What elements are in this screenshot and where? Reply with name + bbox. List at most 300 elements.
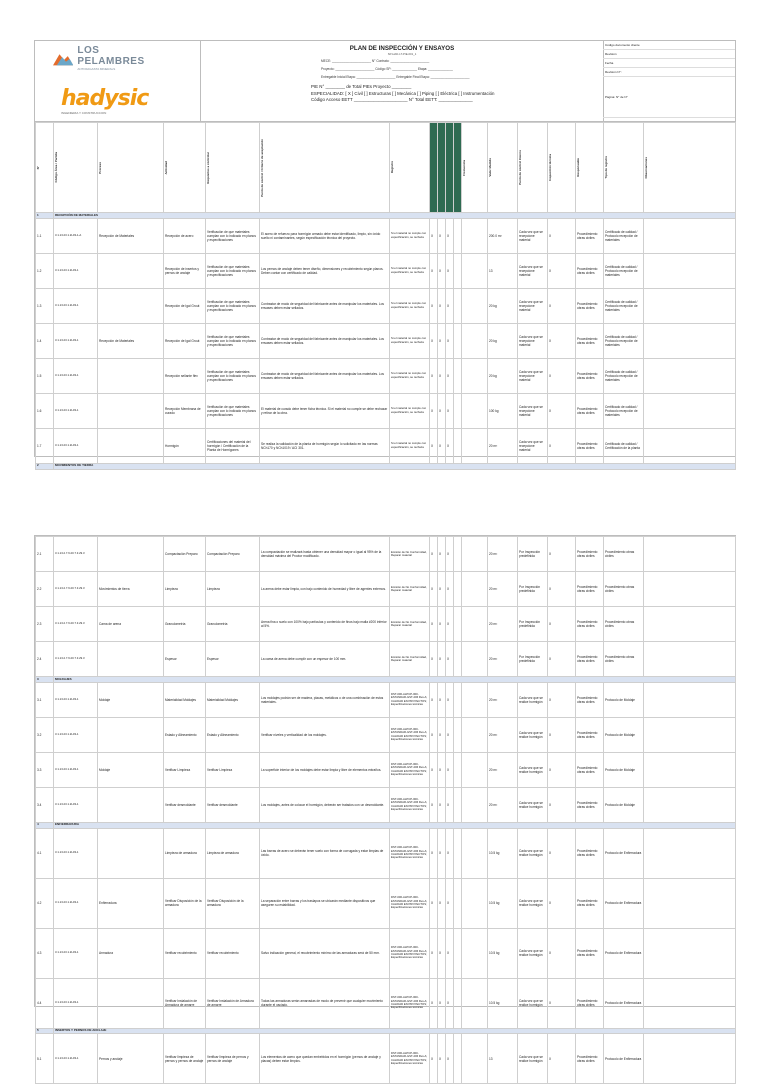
empty-cell [462, 323, 488, 358]
activity-cell: Recepción de insertos y pernos de anclaje [164, 253, 206, 288]
empty-cell [454, 752, 462, 787]
check-mark: X [548, 393, 576, 428]
reference-cell: DST-000-ALPCP-000-ESTANDAR-GST-206 Rev.A; CALIDAD EN PROYECTOS; Especificaciones técnicas [390, 828, 430, 878]
check-mark: X [446, 928, 454, 978]
area-code: 3.1.13.23.1.2L03-1 [54, 682, 98, 717]
check-mark: X [446, 323, 454, 358]
activity-cell: Limpieza [164, 572, 206, 607]
process-cell [98, 393, 164, 428]
row-number: 3.2 [36, 717, 54, 752]
empty-cell [454, 878, 462, 928]
observations-cell [644, 323, 736, 358]
area-code: 3.1.13.23.1.2L03-1 [54, 928, 98, 978]
requirement-cell: Verificar Instalación de Armadura de amarre [206, 978, 260, 1028]
check-mark: X [430, 828, 438, 878]
procedure-cell: Procedimiento obras civiles [576, 428, 604, 463]
empty-cell [454, 682, 462, 717]
quantity-cell: 13 [488, 1034, 518, 1084]
record-cell: Certificado de calidad / Protocolo recepción de materiales [604, 393, 644, 428]
section-num: 2 [36, 463, 54, 469]
procedure-cell: Procedimiento obras civiles [576, 1034, 604, 1084]
check-mark: X [548, 928, 576, 978]
check-mark: X [430, 537, 438, 572]
frequency-cell: Por Inspección predefinida [518, 572, 548, 607]
client-subname: ANTOFAGASTA MINERALS [77, 67, 116, 71]
check-mark: X [438, 428, 446, 463]
frequency-cell: Cada vez que se realice hormigón [518, 978, 548, 1028]
activity-cell: Limpieza de armadura [164, 828, 206, 878]
table-row [36, 218, 736, 253]
record-cell: Protocolo de Enfierradura [604, 978, 644, 1028]
check-mark: X [548, 218, 576, 253]
row-number: 4.3 [36, 928, 54, 978]
procedure-cell: Procedimiento obras civiles [576, 572, 604, 607]
check-mark: X [438, 572, 446, 607]
table-row [36, 253, 736, 288]
procedure-cell: Procedimiento obras civiles [576, 717, 604, 752]
check-mark: X [438, 358, 446, 393]
col-header: Requisitos a controlar [206, 123, 260, 213]
process-cell: Recepción de Materiales [98, 218, 164, 253]
col-header: Observaciones [644, 123, 736, 213]
table-row [36, 787, 736, 822]
requirement-cell: Verificación de que materiales cumplan con lo indicado en planos y especificaciones [206, 253, 260, 288]
quantity-cell: 20 m² [488, 537, 518, 572]
side-field: Revisión N°: [603, 68, 735, 77]
observations-cell [644, 218, 736, 253]
requirement-cell: Estado y Alineamiento [206, 717, 260, 752]
criteria-cell: Los moldajes podrán ser de madera, placas, metálicos o de una combinación de estos materiales. [260, 682, 390, 717]
section-name: MOVIMIENTOS DE TIERRA [54, 463, 736, 469]
check-mark: X [430, 717, 438, 752]
procedure-cell: Procedimiento obras civiles [576, 828, 604, 878]
client-name: LOS PELAMBRES [77, 45, 145, 67]
col-header-green [446, 123, 454, 213]
process-cell [98, 717, 164, 752]
frequency-cell: Cada vez que se recepcione material [518, 253, 548, 288]
check-mark: X [446, 428, 454, 463]
check-mark: X [446, 828, 454, 878]
empty-cell [462, 358, 488, 393]
empty-cell [454, 717, 462, 752]
empty-cell [462, 682, 488, 717]
quantity-cell: 10.5 kg [488, 828, 518, 878]
frequency-cell: Cada vez que se realice hormigón [518, 928, 548, 978]
procedure-cell: Procedimiento obras civiles [576, 752, 604, 787]
empty-cell [454, 828, 462, 878]
empty-cell [462, 1034, 488, 1084]
frequency-cell: Cada vez que se realice hormigón [518, 717, 548, 752]
area-code: 3.1.13.23.1.2L03-1 [54, 288, 98, 323]
criteria-cell: La compactación se realizará hasta obtener una densidad mayor o igual al 95% de la densidad máxima del Proctor modificado. [260, 537, 390, 572]
empty-cell [454, 537, 462, 572]
observations-cell [644, 878, 736, 928]
reference-cell: Emisión de No Conformidad, Reparar material [390, 607, 430, 642]
record-cell: Certificado de calidad / Protocolo recepción de materiales [604, 288, 644, 323]
criteria-cell: Contrastar de modo de seguridad del fabricante antes de manipular los materiales. Los envases deben estar sellados. [260, 288, 390, 323]
check-mark: X [446, 978, 454, 1028]
empty-cell [462, 928, 488, 978]
frequency-cell: Cada vez que se realice hormigón [518, 828, 548, 878]
procedure-cell: Procedimiento obras civiles [576, 978, 604, 1028]
procedure-cell: Procedimiento obras civiles [576, 537, 604, 572]
check-mark: X [438, 323, 446, 358]
empty-cell [454, 928, 462, 978]
requirement-cell: Limpieza [206, 572, 260, 607]
frequency-cell: Cada vez que se recepcione material [518, 288, 548, 323]
activity-cell: Recepción de Igal Grout [164, 288, 206, 323]
observations-cell [644, 642, 736, 677]
check-mark: X [446, 607, 454, 642]
row-number: 2.4 [36, 642, 54, 677]
observations-cell [644, 928, 736, 978]
quantity-cell: 20 m² [488, 642, 518, 677]
observations-cell [644, 1034, 736, 1084]
record-cell: Procedimiento obras civiles [604, 642, 644, 677]
revision-block [603, 41, 735, 121]
empty-cell [454, 253, 462, 288]
procedure-cell: Procedimiento obras civiles [576, 288, 604, 323]
requirement-cell: Espesor [206, 642, 260, 677]
requirement-cell: Verificar Limpieza [206, 752, 260, 787]
side-field: Fecha [603, 59, 735, 68]
record-cell: Certificado de calidad / Protocolo recepción de materiales [604, 253, 644, 288]
frequency-cell: Cada vez que se recepcione material [518, 428, 548, 463]
empty-cell [454, 572, 462, 607]
empty-cell [454, 607, 462, 642]
access-line: Código Acceso EETT ______________________ N° Total EETT: ______________ [311, 97, 473, 102]
col-header: N° [36, 123, 54, 213]
check-mark: X [430, 1034, 438, 1084]
check-mark: X [446, 787, 454, 822]
process-cell [98, 537, 164, 572]
table-row [36, 682, 736, 717]
area-code: 3.1.13.2.7.6.20.7.3.29.3 [54, 642, 98, 677]
col-header: Valor Medido [488, 123, 518, 213]
frequency-cell: Por Inspección predefinida [518, 537, 548, 572]
area-code: 3.1.13.23.1.2L03-1 [54, 253, 98, 288]
table-row [36, 358, 736, 393]
procedure-cell: Procedimiento obras civiles [576, 218, 604, 253]
contractor-name: hadysic [61, 86, 149, 111]
requirement-cell: Verificación de que materiales cumplan con lo indicado en planos y especificaciones [206, 288, 260, 323]
criteria-cell: Verificar niveles y verticalidad de los moldajes. [260, 717, 390, 752]
check-mark: X [446, 1034, 454, 1084]
record-cell: Procedimiento obras civiles [604, 572, 644, 607]
check-mark: X [446, 717, 454, 752]
area-code: 3.1.13.2.7.6.20.7.3.29.3 [54, 607, 98, 642]
criteria-cell: El acero de refuerzo para hormigón armado debe estar identificado, limpio, sin óxido suelto ni contaminantes, según especificación técnica del proyecto. [260, 218, 390, 253]
empty-cell [454, 393, 462, 428]
check-mark: X [446, 572, 454, 607]
document-page-2 [34, 535, 736, 1066]
table-row [36, 928, 736, 978]
area-code: 3.1.13.23.1.2L03-1-A [54, 218, 98, 253]
frequency-cell: Cada vez que se realice hormigón [518, 787, 548, 822]
requirement-cell: Verificación de que materiales cumplan con lo indicado en planos y especificaciones [206, 323, 260, 358]
check-mark: X [430, 978, 438, 1028]
activity-cell: Recepción sellante flex [164, 358, 206, 393]
procedure-cell: Procedimiento obras civiles [576, 928, 604, 978]
area-code: 3.1.13.2.7.6.20.7.3.29.3 [54, 572, 98, 607]
observations-cell [644, 288, 736, 323]
activity-cell: Materialidad Moldajes [164, 682, 206, 717]
quantity-cell: 20 m³ [488, 428, 518, 463]
criteria-cell: Se realiza la validación de la planta de hormigón según lo solicitado en las normas NCh170 y NCh1019 / ACI 301. [260, 428, 390, 463]
check-mark: X [438, 642, 446, 677]
check-mark: X [548, 607, 576, 642]
col-header: Tipo de registro [604, 123, 644, 213]
check-mark: X [548, 828, 576, 878]
frequency-cell: Por Inspección predefinida [518, 607, 548, 642]
check-mark: X [446, 682, 454, 717]
requirement-cell: Verificar limpieza de pernos y pernos de anclaje [206, 1034, 260, 1084]
record-cell: Protocolo de Moldaje [604, 787, 644, 822]
observations-cell [644, 828, 736, 878]
check-mark: X [438, 787, 446, 822]
activity-cell: Recepción de acero [164, 218, 206, 253]
client-logo [53, 45, 163, 71]
record-cell: Protocolo de Moldaje [604, 752, 644, 787]
empty-cell [454, 288, 462, 323]
criteria-cell: El material de curado debe tener ficha técnica. Si el material no cumple se debe rechazar y retirar de la obra. [260, 393, 390, 428]
process-cell [98, 428, 164, 463]
quantity-cell: 20 m² [488, 607, 518, 642]
check-mark: X [548, 572, 576, 607]
check-mark: X [430, 787, 438, 822]
area-code: 3.1.13.23.1.2L03-1 [54, 828, 98, 878]
column-header-row [36, 123, 736, 213]
process-cell [98, 288, 164, 323]
check-mark: X [438, 607, 446, 642]
check-mark: X [430, 428, 438, 463]
row-number: 2.1 [36, 537, 54, 572]
row-number: 4.2 [36, 878, 54, 928]
criteria-cell: La superficie interior de los moldajes debe estar limpia y libre de elementos extraños. [260, 752, 390, 787]
empty-cell [454, 642, 462, 677]
criteria-cell: La separación entre barras y los traslapos se ubicarán mediante dispositivos que aseguren su estabilidad. [260, 878, 390, 928]
activity-cell: Verificar Instalación de Armadura de amarre [164, 978, 206, 1028]
inspection-table-page-1 [35, 122, 736, 470]
process-cell [98, 828, 164, 878]
criteria-cell: Salvo indicación general, el recubrimiento mínimo de las armaduras será de 50 mm. [260, 928, 390, 978]
check-mark: X [548, 682, 576, 717]
col-header: Punto de control / Criterio de aceptación [260, 123, 390, 213]
process-cell: Pernos y anclaje [98, 1034, 164, 1084]
check-mark: X [438, 978, 446, 1028]
table-row [36, 878, 736, 928]
empty-cell [462, 253, 488, 288]
requirement-cell: Certificaciones del material del hormigón / Certificación de la Planta de Hormigones [206, 428, 260, 463]
frequency-cell: Cada vez que se realice hormigón [518, 682, 548, 717]
empty-cell [462, 572, 488, 607]
row-number: 2.2 [36, 572, 54, 607]
procedure-cell: Procedimiento obras civiles [576, 787, 604, 822]
check-mark: X [438, 393, 446, 428]
requirement-cell: Materialidad Moldajes [206, 682, 260, 717]
empty-cell [454, 358, 462, 393]
check-mark: X [446, 393, 454, 428]
activity-cell: Verificar Disposición de la armadura [164, 878, 206, 928]
check-mark: X [438, 828, 446, 878]
col-header-green [454, 123, 462, 213]
check-mark: X [438, 218, 446, 253]
table-row [36, 323, 736, 358]
reference-cell: DST-000-ALPCP-000-ESTANDAR-GST-206 Rev.A; CALIDAD EN PROYECTOS; Especificaciones técnicas [390, 717, 430, 752]
observations-cell [644, 428, 736, 463]
row-number: 2.3 [36, 607, 54, 642]
section-name: MOLDAJES [54, 677, 736, 683]
activity-cell: Hormigón [164, 428, 206, 463]
quantity-cell: 20 kg [488, 358, 518, 393]
section-num: 5 [36, 1028, 54, 1034]
criteria-cell: La cama de arena debe cumplir con un espesor de 100 mm. [260, 642, 390, 677]
reference-cell: DST-000-ALPCP-000-ESTANDAR-GST-206 Rev.A; CALIDAD EN PROYECTOS; Especificaciones técnicas [390, 752, 430, 787]
table-body [36, 822, 736, 1028]
table-row [36, 828, 736, 878]
record-cell: Protocolo de Moldaje [604, 682, 644, 717]
requirement-cell: Verificación de que materiales cumplan con lo indicado en planos y especificaciones [206, 358, 260, 393]
area-code: 3.1.13.23.1.2L03-1 [54, 393, 98, 428]
area-code: 3.1.13.2.7.6.20.7.3.29.3 [54, 537, 98, 572]
check-mark: X [438, 878, 446, 928]
check-mark: X [446, 253, 454, 288]
activity-cell: Granulometría [164, 607, 206, 642]
check-mark: X [446, 218, 454, 253]
table-row [36, 978, 736, 1028]
frequency-cell: Cada vez que se realice hormigón [518, 878, 548, 928]
observations-cell [644, 717, 736, 752]
procedure-cell: Procedimiento obras civiles [576, 253, 604, 288]
observations-cell [644, 607, 736, 642]
table-row [36, 752, 736, 787]
table-row [36, 642, 736, 677]
check-mark: X [430, 323, 438, 358]
area-code: 3.1.13.23.1.2L03-1 [54, 978, 98, 1028]
criteria-cell: Los pernos de anclaje deben tener diseño, dimensiones y recubrimiento según planos. Deben contar con certificado de calidad. [260, 253, 390, 288]
check-mark: X [548, 428, 576, 463]
process-cell [98, 358, 164, 393]
record-cell: Certificado de calidad / Protocolo recepción de materiales [604, 323, 644, 358]
activity-cell: Recepción Membrana de curado [164, 393, 206, 428]
check-mark: X [438, 682, 446, 717]
check-mark: X [430, 642, 438, 677]
row-number: 1.7 [36, 428, 54, 463]
check-mark: X [430, 358, 438, 393]
empty-cell [462, 978, 488, 1028]
area-code: 3.1.13.23.1.2L03-1 [54, 717, 98, 752]
record-cell: Protocolo de Enfierradura [604, 828, 644, 878]
quantity-cell: 10.5 kg [488, 878, 518, 928]
row-number: 1.2 [36, 253, 54, 288]
frequency-cell: Cada vez que se recepcione material [518, 393, 548, 428]
row-number: 1.4 [36, 323, 54, 358]
reference-cell: DST-000-ALPCP-000-ESTANDAR-GST-206 Rev.A; CALIDAD EN PROYECTOS; Especificaciones técnicas [390, 787, 430, 822]
criteria-cell: Los moldajes, antes de colocar el hormigón, deberán ser tratados con un desmoldante. [260, 787, 390, 822]
inspection-table-page-2 [35, 536, 736, 1084]
table-row [36, 537, 736, 572]
row-number: 1.3 [36, 288, 54, 323]
col-header: Frecuencia [462, 123, 488, 213]
empty-cell [462, 787, 488, 822]
table-body [36, 537, 736, 677]
observations-cell [644, 787, 736, 822]
empty-cell [454, 1034, 462, 1084]
row-number: 1.5 [36, 358, 54, 393]
criteria-cell: Las barras de acero se deberán tener suelo con forma de corrugada y estar limpias de óxido. [260, 828, 390, 878]
check-mark: X [548, 323, 576, 358]
frequency-cell: Cada vez que se recepcione material [518, 218, 548, 253]
requirement-cell: Verificación de que materiales cumplan con lo indicado en planos y especificaciones [206, 218, 260, 253]
quantity-cell: 10.5 kg [488, 978, 518, 1028]
row-number: 3.4 [36, 787, 54, 822]
check-mark: X [548, 1034, 576, 1084]
quantity-cell: 20 kg [488, 323, 518, 358]
empty-cell [462, 642, 488, 677]
contractor-logo [61, 86, 181, 116]
col-header: Punto de control Interno [518, 123, 548, 213]
quantity-cell: 20 m² [488, 787, 518, 822]
check-mark: X [430, 393, 438, 428]
col-header: Código Área / Partida [54, 123, 98, 213]
quantity-cell: 100 kg [488, 393, 518, 428]
quantity-cell: 20 m² [488, 752, 518, 787]
reference-cell: Emisión de No Conformidad, Reparar material [390, 537, 430, 572]
activity-cell: Verificar desmoldante [164, 787, 206, 822]
observations-cell [644, 978, 736, 1028]
area-code: 3.1.13.23.1.2L03-1 [54, 358, 98, 393]
quantity-cell: 20 m² [488, 682, 518, 717]
quantity-cell: 10.5 kg [488, 928, 518, 978]
quantity-cell: 13 [488, 253, 518, 288]
reference-cell: Si el material no cumple con especificación, se rechaza [390, 323, 430, 358]
check-mark: X [438, 928, 446, 978]
empty-cell [462, 752, 488, 787]
empty-cell [462, 537, 488, 572]
meta-line-3: Entregable Inicial Etapa: ______________________ Entregable Final Etapa: ______________________ [321, 75, 470, 79]
check-mark: X [446, 537, 454, 572]
check-mark: X [430, 607, 438, 642]
row-number: 5.1 [36, 1034, 54, 1084]
check-mark: X [446, 358, 454, 393]
check-mark: X [548, 358, 576, 393]
requirement-cell: Verificación de que materiales cumplan con lo indicado en planos y especificaciones [206, 393, 260, 428]
area-code: 3.1.13.23.1.2L03-1 [54, 1034, 98, 1084]
section-num: 4 [36, 822, 54, 828]
record-cell: Procedimiento obras civiles [604, 537, 644, 572]
quantity-cell: 20 m² [488, 717, 518, 752]
procedure-cell: Procedimiento obras civiles [576, 393, 604, 428]
reference-cell: DST-000-ALPCP-000-ESTANDAR-GST-206 Rev.A; CALIDAD EN PROYECTOS; Especificaciones técnicas [390, 928, 430, 978]
col-header: Registro [390, 123, 430, 213]
quantity-cell: 200.0 m³ [488, 218, 518, 253]
empty-cell [462, 878, 488, 928]
quantity-cell: 20 kg [488, 288, 518, 323]
requirement-cell: Verificar Disposición de la armadura [206, 878, 260, 928]
check-mark: X [438, 717, 446, 752]
table-body [36, 1028, 736, 1084]
empty-cell [462, 428, 488, 463]
empty-cell [462, 288, 488, 323]
meta-line-2: Proyecto: ______________________ Código SP: ______________ Etapa: ______________ [321, 67, 453, 71]
check-mark: X [438, 288, 446, 323]
check-mark: X [430, 253, 438, 288]
reference-cell: Si el material no cumple con especificación, se rechaza [390, 428, 430, 463]
requirement-cell: Limpieza de armadura [206, 828, 260, 878]
frequency-cell: Cada vez que se recepcione material [518, 323, 548, 358]
table-row [36, 572, 736, 607]
record-cell: Certificado de calidad / Certificación de la planta [604, 428, 644, 463]
